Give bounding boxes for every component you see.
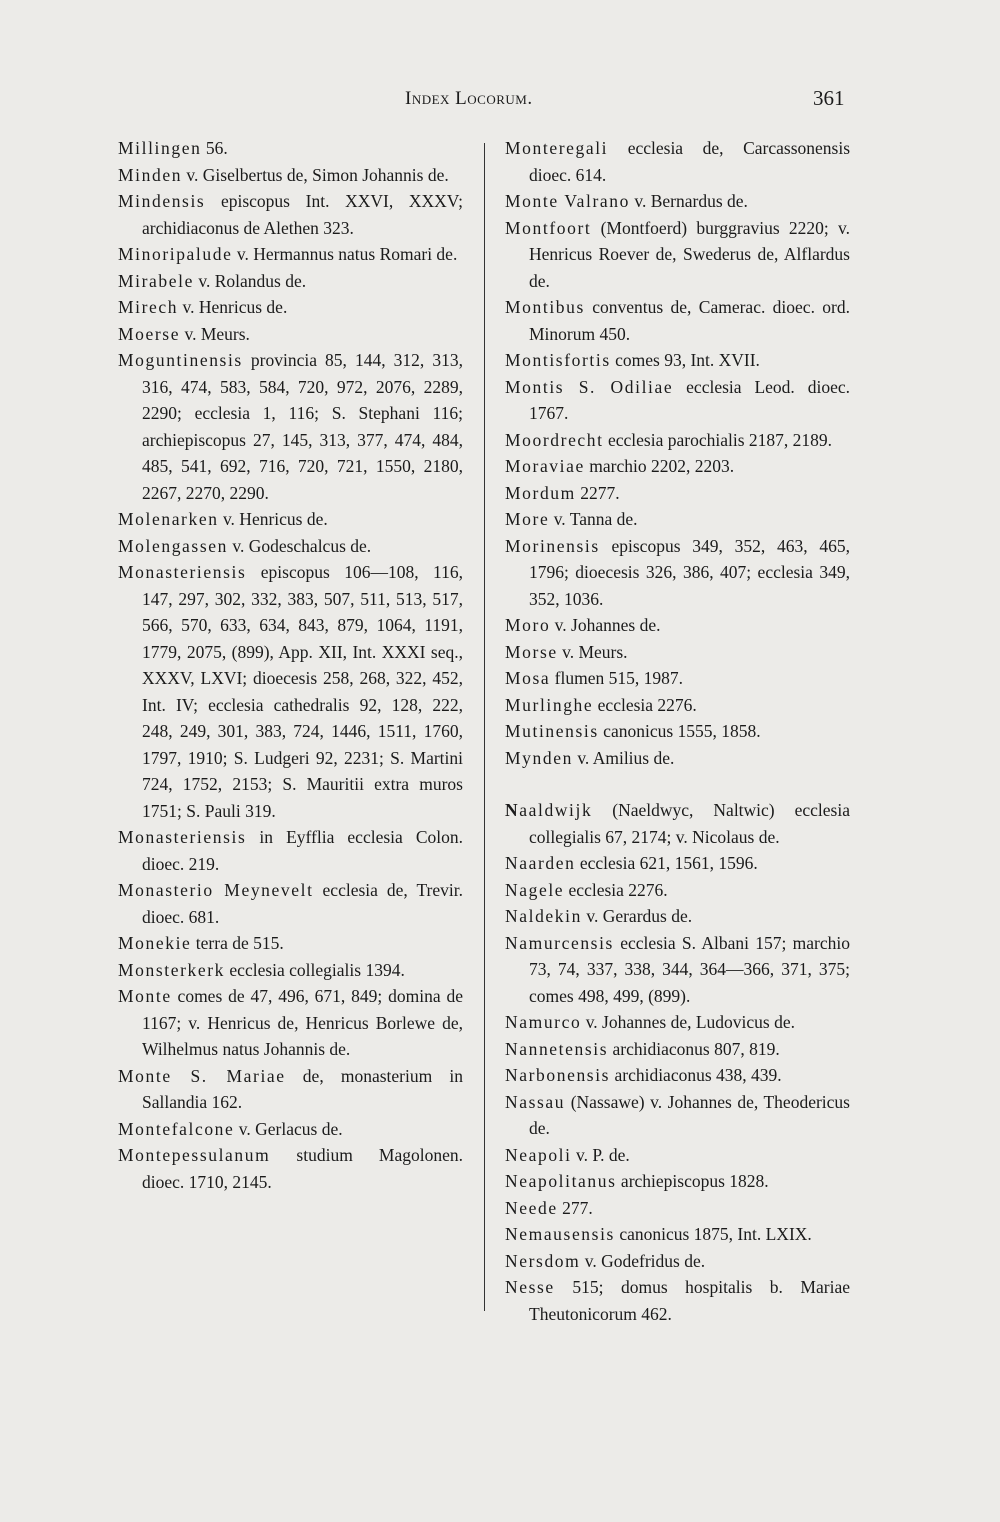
- entry-text: v. Godefridus de.: [580, 1250, 706, 1271]
- entry-headword: Moordrecht: [505, 429, 604, 450]
- entry-headword: Neede: [505, 1197, 558, 1218]
- index-entry: [505, 612, 850, 639]
- entry-headword: Montefalcone: [118, 1118, 235, 1139]
- index-entry: [505, 1195, 850, 1222]
- column-divider: [484, 143, 485, 1311]
- entry-text: canonicus 1875, Int. LXIX.: [614, 1224, 812, 1244]
- entry-headword: Monasterio Meynevelt: [118, 880, 314, 900]
- right-column: [505, 135, 850, 1327]
- entry-headword: Moraviae: [505, 456, 585, 476]
- entry-text: ecclesia 2276.: [593, 694, 697, 715]
- entry-text: ecclesia 621, 1561, 1596.: [575, 853, 758, 873]
- index-entry: [118, 321, 463, 348]
- entry-headword: Minden: [118, 164, 183, 185]
- index-entry: [505, 877, 850, 904]
- entry-text: ecclesia parochialis 2187, 2189.: [603, 429, 833, 450]
- entry-text: episcopus Int. XXVI, XXXV; archidiaconus de Alethen 323.: [142, 191, 463, 238]
- index-entry: [118, 347, 463, 506]
- entry-headword: Mirech: [118, 297, 179, 317]
- entry-text: v. Tanna de.: [549, 509, 638, 529]
- entry-headword: Montisfortis: [505, 350, 611, 370]
- entry-headword: Monasteriensis: [118, 562, 247, 582]
- entry-headword: Murlinghe: [505, 694, 594, 715]
- index-entry: [118, 294, 463, 321]
- running-title: Index Locorum.: [405, 88, 533, 109]
- entry-text: v. Bernardus de.: [629, 191, 748, 211]
- entry-headword: Morse: [505, 641, 558, 662]
- entry-headword: More: [505, 509, 550, 529]
- index-entry: [118, 1116, 463, 1143]
- entry-text: episcopus 106—108, 116, 147, 297, 302, 332, 383, 507, 511, 513, 517, 566, 570, 633, 634, 843, 879, 1064, 1191, 1779, 2075, (899), App. XII, Int. XXXI seq., XXXV, LXVI; dioecesis 258, 268, 322, 452, Int. IV; ecclesia cathedralis 92, 128, 222, 248, 249, 301, 383, 724, 1446, 1511, 1760, 1797, 1910; S. Ludgeri 92, 2231; S. Martini 724, 1752, 2153; S. Mauritii extra muros 1751; S. Pauli 319.: [142, 562, 463, 821]
- entry-text: ecclesia de, Carcassonensis dioec. 614.: [529, 138, 850, 185]
- index-entry: [505, 215, 850, 295]
- entry-headword: Monsterkerk: [118, 959, 226, 980]
- entry-headword: Mosa: [505, 668, 551, 688]
- entry-text: canonicus 1555, 1858.: [598, 721, 761, 741]
- entry-text: 515; domus hospitalis b. Mariae Theutonicorum 462.: [529, 1277, 850, 1324]
- entry-text: comes de 47, 496, 671, 849; domina de 1167; v. Henricus de, Henricus Borlewe de, Wilhelmus natus Johannis de.: [142, 986, 463, 1059]
- entry-text: v. Amilius de.: [572, 747, 675, 768]
- entry-text: (Naeldwyc, Naltwic) ecclesia collegialis 67, 2174; v. Nicolaus de.: [529, 800, 850, 847]
- entry-headword: Mordum: [505, 482, 576, 503]
- index-entry: [505, 930, 850, 1010]
- index-entry: [505, 903, 850, 930]
- entry-text: ecclesia 2276.: [564, 879, 668, 900]
- entry-headword: Millingen: [118, 138, 202, 158]
- entry-text: flumen 515, 1987.: [550, 668, 683, 688]
- index-entry: [505, 639, 850, 666]
- entry-headword: Nersdom: [505, 1250, 581, 1271]
- index-entry: [118, 506, 463, 533]
- index-entry: [505, 797, 850, 850]
- entry-text: archidiaconus 807, 819.: [608, 1038, 780, 1059]
- page-number: 361: [813, 86, 845, 110]
- entry-text: v. P. de.: [571, 1144, 630, 1165]
- entry-headword: Narbonensis: [505, 1065, 611, 1085]
- entry-text: studium Magolonen. dioec. 1710, 2145.: [142, 1145, 463, 1192]
- entry-headword: Monte S. Mariae: [118, 1065, 286, 1086]
- entry-headword: Nassau: [505, 1091, 566, 1112]
- entry-headword: Moguntinensis: [118, 350, 243, 370]
- entry-text: v. Henricus de.: [178, 297, 288, 317]
- index-entry: [118, 1142, 463, 1195]
- entry-text: v. Rolandus de.: [193, 270, 307, 291]
- entry-headword: Moerse: [118, 323, 181, 344]
- entry-headword: Neapolitanus: [505, 1171, 617, 1191]
- entry-headword: Naarden: [505, 853, 576, 873]
- entry-text: in Eyfflia ecclesia Colon. dioec. 219.: [142, 827, 463, 874]
- index-entry: [505, 1221, 850, 1248]
- index-entry: [118, 824, 463, 877]
- index-entry: [505, 1168, 850, 1195]
- entry-text: v. Johannes de.: [550, 615, 661, 635]
- entry-headword: Mynden: [505, 747, 573, 768]
- entry-headword: Morinensis: [505, 535, 600, 556]
- entry-text: v. Giselbertus de, Simon Johannis de.: [182, 164, 449, 185]
- entry-text: ecclesia Leod. dioec. 1767.: [529, 376, 850, 423]
- entry-text: archiepiscopus 1828.: [616, 1171, 769, 1191]
- index-entry: [505, 506, 850, 533]
- entry-text: v. Hermannus natus Romari de.: [232, 244, 458, 264]
- entry-text: v. Godeschalcus de.: [227, 535, 372, 556]
- entry-headword: Molenarken: [118, 509, 219, 529]
- entry-text: 56.: [201, 138, 228, 158]
- index-entry: [505, 347, 850, 374]
- entry-headword: Neapoli: [505, 1144, 572, 1165]
- entry-headword: Montis S. Odiliae: [505, 376, 674, 397]
- index-entry: [505, 718, 850, 745]
- entry-text: v. Meurs.: [557, 641, 628, 662]
- entry-headword: Mindensis: [118, 191, 206, 211]
- entry-text: ecclesia collegialis 1394.: [225, 959, 405, 980]
- entry-text: terra de 515.: [191, 933, 284, 953]
- entry-headword: aaldwijk: [519, 800, 593, 820]
- entry-text: ecclesia S. Albani 157; marchio 73, 74, 337, 338, 344, 364—366, 371, 375; comes 498, 499, (899).: [529, 932, 850, 1006]
- entry-headword: Monasteriensis: [118, 827, 247, 847]
- index-entry: [118, 1063, 463, 1116]
- entry-text: 2277.: [575, 482, 620, 503]
- entry-text: conventus de, Camerac. dioec. ord. Minorum 450.: [529, 297, 850, 344]
- index-entry: [118, 877, 463, 930]
- index-entry: [505, 427, 850, 454]
- index-entry: [118, 135, 463, 162]
- entry-text: comes 93, Int. XVII.: [610, 350, 760, 370]
- entry-headword: Mutinensis: [505, 721, 599, 741]
- entry-text: v. Meurs.: [180, 323, 250, 344]
- entry-headword: Nagele: [505, 879, 565, 900]
- index-entry: [505, 533, 850, 613]
- entry-headword: Nesse: [505, 1277, 555, 1297]
- index-entry: [505, 294, 850, 347]
- index-entry: [118, 559, 463, 824]
- index-entry: [505, 374, 850, 427]
- entry-text: episcopus 349, 352, 463, 465, 1796; dioecesis 326, 386, 407; ecclesia 349, 352, 1036.: [529, 535, 850, 609]
- entry-text: archidiaconus 438, 439.: [610, 1065, 782, 1085]
- index-entry: [505, 188, 850, 215]
- index-entry: [505, 692, 850, 719]
- entry-headword: Nannetensis: [505, 1038, 609, 1059]
- entry-headword: Namurco: [505, 1012, 582, 1032]
- entry-headword: Namurcensis: [505, 932, 614, 953]
- entry-text: provincia 85, 144, 312, 313, 316, 474, 583, 584, 720, 972, 2076, 2289, 2290; ecclesia 1, 116; S. Stephani 116; archiepiscopus 27, 145, 313, 377, 474, 484, 485, 541, 692, 716, 720, 721, 1550, 2180, 2267, 2270, 2290.: [142, 350, 463, 503]
- entry-headword: Montepessulanum: [118, 1145, 271, 1165]
- index-entry: [118, 188, 463, 241]
- entry-headword: Montibus: [505, 297, 585, 317]
- entry-headword: Moro: [505, 615, 551, 635]
- entry-text: v. Gerlacus de.: [234, 1118, 343, 1139]
- entry-headword: Nemausensis: [505, 1224, 615, 1244]
- entry-text: v. Henricus de.: [218, 509, 328, 529]
- entry-initial: N: [505, 800, 520, 820]
- entry-text: (Nassawe) v. Johannes de, Theodericus de.: [529, 1091, 850, 1138]
- entry-headword: Naldekin: [505, 906, 582, 926]
- entry-headword: Molengassen: [118, 535, 228, 556]
- index-entry: [118, 162, 463, 189]
- entry-headword: Monte: [118, 986, 172, 1006]
- index-entry: [505, 1142, 850, 1169]
- index-entry: [118, 957, 463, 984]
- index-entry: [505, 1089, 850, 1142]
- left-column: [118, 135, 463, 1195]
- index-entry: [118, 268, 463, 295]
- entry-headword: Monekie: [118, 933, 192, 953]
- index-entry: [505, 453, 850, 480]
- index-entry: [505, 665, 850, 692]
- index-entry: [505, 745, 850, 772]
- entry-text: ecclesia de, Trevir. dioec. 681.: [142, 880, 464, 927]
- entry-text: marchio 2202, 2203.: [584, 456, 735, 476]
- entry-text: 277.: [557, 1197, 593, 1218]
- index-entry: [118, 983, 463, 1063]
- index-entry: [505, 850, 850, 877]
- entry-text: (Montfoerd) burggravius 2220; v. Henricus Roever de, Swederus de, Alflardus de.: [529, 217, 850, 291]
- index-entry: [505, 1062, 850, 1089]
- index-entry: [505, 1248, 850, 1275]
- index-entry: [505, 1274, 850, 1327]
- index-entry: [118, 533, 463, 560]
- entry-text: v. Johannes de, Ludovicus de.: [581, 1012, 795, 1032]
- index-entry: [118, 241, 463, 268]
- entry-text: v. Gerardus de.: [581, 906, 693, 926]
- index-entry: [505, 480, 850, 507]
- running-header: [0, 88, 1000, 116]
- index-entry: [505, 1036, 850, 1063]
- entry-headword: Montfoort: [505, 217, 592, 238]
- index-entry: [505, 135, 850, 188]
- entry-headword: Monteregali: [505, 138, 609, 158]
- index-entry: [505, 1009, 850, 1036]
- entry-headword: Monte Valrano: [505, 191, 630, 211]
- entry-headword: Mirabele: [118, 270, 194, 291]
- entry-headword: Minoripalude: [118, 244, 233, 264]
- index-entry: [118, 930, 463, 957]
- entry-text: de, monasterium in Sallandia 162.: [142, 1065, 463, 1112]
